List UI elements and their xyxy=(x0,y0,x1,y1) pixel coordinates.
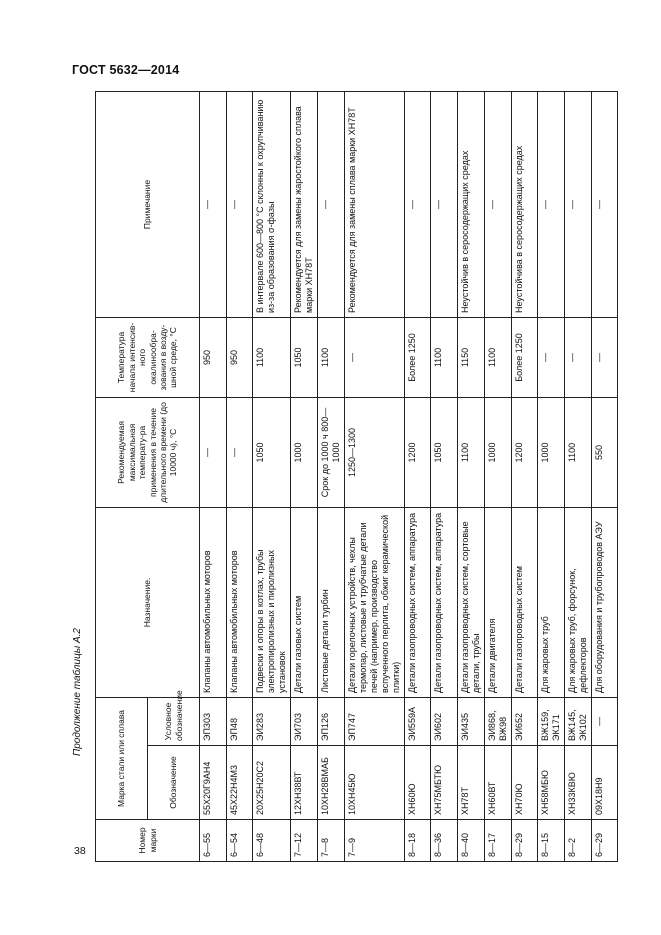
header-designation: Обозначение xyxy=(148,746,200,820)
cell-note: — xyxy=(404,91,431,317)
cell-scaling-temp: 950 xyxy=(226,317,253,397)
cell-grade-number: 7—9 xyxy=(344,820,404,862)
cell-purpose: Детали двигателя xyxy=(484,507,511,697)
cell-designation: ХН75МБТЮ xyxy=(431,746,458,820)
cell-grade-number: 8—29 xyxy=(511,820,538,862)
cell-designation: 12ХН38ВТ xyxy=(290,746,317,820)
cell-max-temp: 1000 xyxy=(290,397,317,507)
cell-scaling-temp: 1150 xyxy=(457,317,484,397)
cell-max-temp: 1050 xyxy=(253,397,291,507)
cell-max-temp: — xyxy=(226,397,253,507)
table-caption: Продолжение таблицы А.2 xyxy=(72,628,83,756)
cell-max-temp: 1100 xyxy=(564,397,591,507)
cell-note: — xyxy=(226,91,253,317)
header-conventional: Условное обозначение xyxy=(148,697,200,745)
cell-note: — xyxy=(564,91,591,317)
cell-scaling-temp: Более 1250 xyxy=(404,317,431,397)
cell-scaling-temp: 1100 xyxy=(431,317,458,397)
cell-scaling-temp: 1100 xyxy=(253,317,291,397)
cell-designation: ХН60Ю xyxy=(404,746,431,820)
cell-note: Неустойчива в серосодержащих средах xyxy=(511,91,538,317)
table-row xyxy=(538,91,565,861)
cell-purpose: Детали газопроводных систем, сортовые детали, трубы xyxy=(457,507,484,697)
cell-max-temp: 550 xyxy=(591,397,618,507)
cell-conventional: ЭП747 xyxy=(344,697,404,745)
cell-conventional: ВЖ159, ЭК171 xyxy=(538,697,565,745)
cell-grade-number: 8—36 xyxy=(431,820,458,862)
cell-purpose: Для жаровых труб xyxy=(538,507,565,697)
cell-purpose: Детали газопроводных систем xyxy=(511,507,538,697)
cell-purpose: Детали газовых систем xyxy=(290,507,317,697)
cell-conventional: ЭП48 xyxy=(226,697,253,745)
cell-max-temp: 1000 xyxy=(538,397,565,507)
cell-max-temp: 1050 xyxy=(431,397,458,507)
cell-note: — xyxy=(431,91,458,317)
cell-purpose: Детали газопроводных систем, аппаратура xyxy=(404,507,431,697)
table-row xyxy=(200,91,227,861)
cell-designation: 10ХН45Ю xyxy=(344,746,404,820)
cell-max-temp: 1250—1300 xyxy=(344,397,404,507)
cell-grade-number: 6—55 xyxy=(200,820,227,862)
table-row xyxy=(344,91,404,861)
cell-conventional: ЭИ703 xyxy=(290,697,317,745)
cell-scaling-temp: 1050 xyxy=(290,317,317,397)
cell-conventional: ЭИ868, ВЖ98 xyxy=(484,697,511,745)
cell-scaling-temp: — xyxy=(538,317,565,397)
cell-max-temp: 1000 xyxy=(484,397,511,507)
table-row xyxy=(511,91,538,861)
header-purpose: Назначение. xyxy=(96,507,200,697)
cell-note: — xyxy=(317,91,344,317)
cell-grade-number: 7—8 xyxy=(317,820,344,862)
cell-scaling-temp: Более 1250 xyxy=(511,317,538,397)
cell-grade-number: 8—2 xyxy=(564,820,591,862)
cell-conventional: ЭИ559А xyxy=(404,697,431,745)
cell-max-temp: — xyxy=(200,397,227,507)
cell-purpose: Для жаровых труб, форсунок, дефлекторов xyxy=(564,507,591,697)
cell-scaling-temp: — xyxy=(591,317,618,397)
header-scaling-temp: Температура начала интенсив-ного окалинообра-зования в возду-шной среде, °С xyxy=(96,317,200,397)
cell-designation: ХН78Т xyxy=(457,746,484,820)
cell-purpose: Клапаны автомобильных моторов xyxy=(200,507,227,697)
cell-grade-number: 8—15 xyxy=(538,820,565,862)
cell-scaling-temp: — xyxy=(564,317,591,397)
header-note: Примечание xyxy=(96,91,200,317)
cell-purpose: Клапаны автомобильных моторов xyxy=(226,507,253,697)
cell-designation: 09Х18Н9 xyxy=(591,746,618,820)
table-row xyxy=(457,91,484,861)
cell-designation: ХН58МБЮ xyxy=(538,746,565,820)
cell-conventional: ЭИ602 xyxy=(431,697,458,745)
cell-note: — xyxy=(538,91,565,317)
cell-designation: 55Х20Г9АН4 xyxy=(200,746,227,820)
table-row xyxy=(431,91,458,861)
cell-note: Рекомендуется для замены жаростойкого сплава марки ХН78Т xyxy=(290,91,317,317)
table-row xyxy=(564,91,591,861)
cell-purpose: Детали газопроводных систем, аппаратура xyxy=(431,507,458,697)
cell-note: — xyxy=(484,91,511,317)
cell-purpose: Листовые детали турбин xyxy=(317,507,344,697)
cell-designation: ХН70Ю xyxy=(511,746,538,820)
steel-grades-table xyxy=(95,91,618,862)
cell-note: В интервале 600—800 °С склонны к охрупчиванию из-за образования σ-фазы xyxy=(253,91,291,317)
header-grade-group: Марка стали или сплава xyxy=(96,697,148,819)
table-row xyxy=(253,91,291,861)
cell-scaling-temp: 950 xyxy=(200,317,227,397)
cell-conventional: ЭИ435 xyxy=(457,697,484,745)
page-number: 38 xyxy=(74,845,86,857)
cell-scaling-temp: — xyxy=(344,317,404,397)
cell-conventional: ВЖ145, ЭК102 xyxy=(564,697,591,745)
cell-purpose: Для оборудования и трубопроводов АЭУ xyxy=(591,507,618,697)
cell-note: — xyxy=(591,91,618,317)
cell-conventional: — xyxy=(591,697,618,745)
cell-purpose: Детали горелочных устройств, чехлы термопар, листовые и трубчатые детали печей (например, производство вспученного перлита, обжиг керамической плитки) xyxy=(344,507,404,697)
cell-grade-number: 8—17 xyxy=(484,820,511,862)
cell-designation: 45Х22Н4М3 xyxy=(226,746,253,820)
cell-designation: ХН60ВТ xyxy=(484,746,511,820)
rotated-table-wrapper xyxy=(95,91,618,862)
cell-grade-number: 6—54 xyxy=(226,820,253,862)
cell-max-temp: 1200 xyxy=(404,397,431,507)
cell-scaling-temp: 1100 xyxy=(317,317,344,397)
cell-note: Рекомендуется для замены сплава марки ХН78Т xyxy=(344,91,404,317)
table-row xyxy=(290,91,317,861)
cell-purpose: Подвески и опоры в котлах, трубы электропиролизных и пиролизных установок xyxy=(253,507,291,697)
table-row xyxy=(484,91,511,861)
cell-designation: 20Х25Н20С2 xyxy=(253,746,291,820)
cell-designation: 10ХН28ВМАБ xyxy=(317,746,344,820)
table-row xyxy=(226,91,253,861)
cell-conventional: ЭП303 xyxy=(200,697,227,745)
header-grade-number: Номер марки xyxy=(96,820,200,862)
cell-designation: ХН33КВЮ xyxy=(564,746,591,820)
cell-grade-number: 7—12 xyxy=(290,820,317,862)
cell-max-temp: 1200 xyxy=(511,397,538,507)
cell-max-temp: Срок до 1000 ч 800—1000 xyxy=(317,397,344,507)
cell-note: Неустойчив в серосодержащих средах xyxy=(457,91,484,317)
table-row xyxy=(317,91,344,861)
cell-conventional: ЭИ652 xyxy=(511,697,538,745)
document-header: ГОСТ 5632—2014 xyxy=(72,63,180,77)
cell-conventional: ЭИ283 xyxy=(253,697,291,745)
cell-grade-number: 6—48 xyxy=(253,820,291,862)
cell-conventional: ЭП126 xyxy=(317,697,344,745)
cell-note: — xyxy=(200,91,227,317)
cell-grade-number: 6—29 xyxy=(591,820,618,862)
cell-grade-number: 8—40 xyxy=(457,820,484,862)
cell-max-temp: 1100 xyxy=(457,397,484,507)
table-row xyxy=(591,91,618,861)
header-max-temp: Рекомендуемая максимальная температу-ра применения в течение длительного времени (до 10000 ч), °С xyxy=(96,397,200,507)
table-row xyxy=(404,91,431,861)
cell-grade-number: 8—18 xyxy=(404,820,431,862)
cell-scaling-temp: 1100 xyxy=(484,317,511,397)
